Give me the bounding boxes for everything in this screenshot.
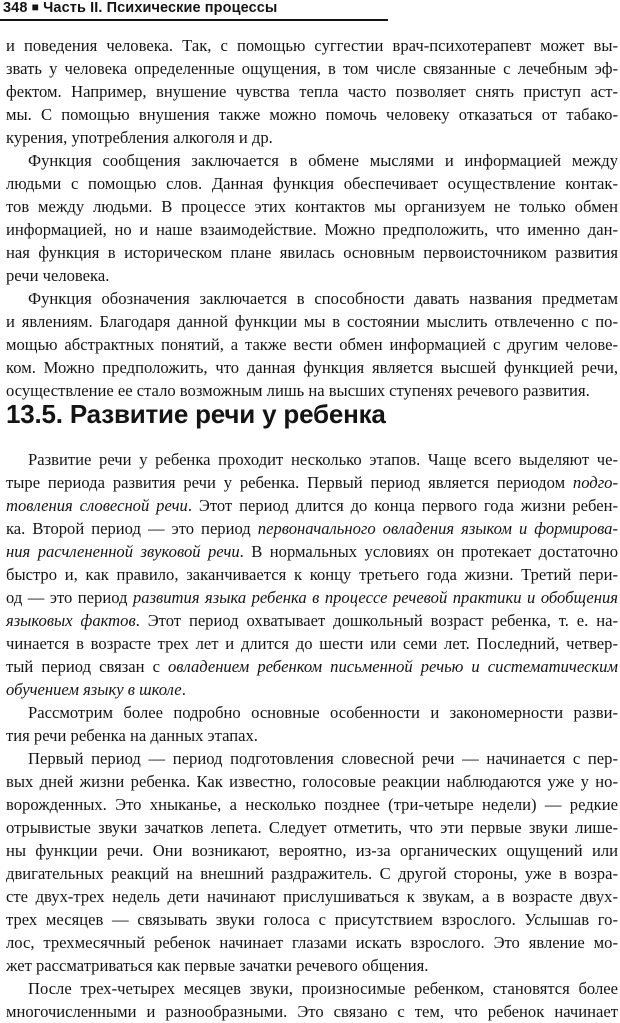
text-line [6, 862, 618, 885]
text-line [6, 563, 618, 586]
italic-term: обучением языку в школе [6, 680, 182, 699]
text-segment: Рассмотрим более подробно основные особенности и закономерности разви- [28, 703, 618, 722]
text-line [6, 885, 618, 908]
text-line [6, 103, 618, 126]
text-segment: лос, трехмесячный ребенок начинает глазами искать взрослого. Это явление мо- [6, 933, 618, 952]
text-segment: Развитие речи у ребенка проходит несколько этапов. Чаще всего выделяют че- [28, 450, 618, 469]
text-segment: мы. С помощью внушения также можно помочь человеку отказаться от табако- [6, 105, 618, 124]
text-line [6, 149, 618, 172]
text-line [6, 655, 618, 678]
text-segment: сте двух-трех недель дети начинают прислушиваться к звукам, а в возрасте двух- [6, 887, 618, 906]
italic-term: ния расчлененной звуковой речи [6, 542, 240, 561]
text-segment: людьми с помощью слов. Данная функция обеспечивает осуществление контак- [6, 174, 618, 193]
header-bullet: ■ [31, 0, 39, 14]
text-segment: информацией, но и наше взаимодействие. Можно предположить, что именно дан- [6, 220, 618, 239]
text-segment: отрывистые звуки зачатков лепета. Следует отметить, что эти первые звуки лише- [6, 818, 618, 837]
text-segment: . В нормальных условиях он протекает достаточно [239, 542, 618, 561]
text-line [6, 195, 618, 218]
text-line [6, 839, 618, 862]
text-segment: ная функция в историческом плане явилась основным первоисточником развития [6, 243, 618, 262]
text-line [6, 172, 618, 195]
paragraphs-before-section [6, 34, 618, 402]
text-segment: звать у человека определенные ощущения, в том числе связанные с лечебным эф- [6, 59, 618, 78]
header-text [3, 0, 277, 16]
text-line [6, 494, 618, 517]
text-segment: многочисленными и разнообразными. Это связано с тем, что ребенок начинает [6, 1002, 618, 1021]
text-segment: После трех-четырех месяцев звуки, произносимые ребенком, становятся более [28, 979, 618, 998]
section-paragraphs [6, 448, 618, 1023]
text-segment: од — это период [6, 588, 133, 607]
text-line [6, 264, 618, 287]
text-segment: чинается в возрасте трех лет и длится до шести или семи лет. Последний, четвер- [6, 634, 618, 653]
text-line [6, 816, 618, 839]
italic-term: подго- [572, 473, 618, 492]
text-segment: Первый период — период подготовления словесной речи — начинается с пер- [28, 749, 618, 768]
text-segment: быстро и, как правило, заканчивается к концу третьего года жизни. Третий пери- [6, 565, 618, 584]
text-line [6, 471, 618, 494]
italic-term: товления словесной речи [6, 496, 188, 515]
text-line [6, 218, 618, 241]
text-line [6, 57, 618, 80]
text-line [6, 977, 618, 1000]
running-title: Часть II. Психические процессы [43, 0, 278, 16]
text-line [6, 356, 618, 379]
text-line [6, 954, 618, 977]
text-line [6, 701, 618, 724]
text-segment: и явлениям. Благодаря данной функции мы в состоянии мыслить отвлеченно с по- [6, 312, 618, 331]
text-segment: двигательных реакций на внешний раздражитель. С другой стороны, уже в возра- [6, 864, 618, 883]
text-segment: фектом. Например, внушение чувства тепла часто позволяет снять приступ аст- [6, 82, 618, 101]
header-rule [0, 19, 388, 21]
text-segment: вых дней жизни ребенка. Как известно, голосовые реакции наблюдаются уже у но- [6, 772, 618, 791]
text-segment: курения, употребления алкоголя и др. [6, 128, 273, 147]
text-segment: . Этот период охватывает дошкольный возраст ребенка, т. е. на- [135, 611, 618, 630]
text-line [6, 287, 618, 310]
text-segment: ком. Можно предположить, что данная функция является высшей функцией речи, [6, 358, 618, 377]
text-segment: тия речи ребенка на данных этапах. [6, 726, 258, 745]
text-segment: жет рассматриваться как первые зачатки речевого общения. [6, 956, 429, 975]
running-header [0, 0, 400, 22]
text-line [6, 448, 618, 471]
text-line [6, 540, 618, 563]
text-line [6, 310, 618, 333]
text-segment: Функция обозначения заключается в способности давать названия предметам [28, 289, 618, 308]
text-line [6, 34, 618, 57]
section-heading: 13.5. Развитие речи у ребенка [6, 399, 386, 429]
text-line [6, 126, 618, 149]
italic-term: первоначального овладения языком и формирова- [257, 519, 619, 538]
text-segment: мощью абстрактных понятий, а также вести обмен информацией с другим челове- [6, 335, 618, 354]
italic-term: языковых фактов [6, 611, 136, 630]
text-segment: Функция сообщения заключается в обмене мыслями и информацией между [28, 151, 618, 170]
text-line [6, 586, 618, 609]
text-segment: ка. Второй период — это период [6, 519, 258, 538]
page-number: 348 [3, 0, 28, 16]
text-segment: осуществление ее стало возможным лишь на высших ступенях речевого развития. [6, 381, 590, 400]
text-segment: . [181, 680, 186, 699]
text-segment: ворожденных. Это хныканье, а несколько позднее (три-четыре недели) — редкие [6, 795, 618, 814]
text-line [6, 632, 618, 655]
text-line [6, 517, 618, 540]
text-line [6, 609, 618, 632]
text-line [6, 333, 618, 356]
text-line [6, 80, 618, 103]
text-segment: и поведения человека. Так, с помощью суггестии врач-психотерапевт может вы- [6, 36, 618, 55]
text-line [6, 724, 618, 747]
text-line [6, 793, 618, 816]
text-segment: трех месяцев — связывать звуки голоса с присутствием взрослого. Услышав го- [6, 910, 618, 929]
text-segment: тов между людьми. В процессе этих контактов мы организуем не только обмен [6, 197, 618, 216]
italic-term: развития языка ребенка в процессе речевой практики и обобщения [132, 588, 618, 607]
text-line [6, 1000, 618, 1023]
text-line [6, 908, 618, 931]
text-line [6, 678, 618, 701]
text-segment: тый период связан с [6, 657, 168, 676]
text-segment: ны функции речи. Они возникают, вероятно, из-за органических ощущений или [6, 841, 618, 860]
text-line [6, 770, 618, 793]
italic-term: овладением ребенком письменной речью и систематическим [168, 657, 618, 676]
text-segment: речи человека. [6, 266, 110, 285]
text-line [6, 241, 618, 264]
text-line [6, 747, 618, 770]
text-segment: тыре периода развития речи у ребенка. Первый период является периодом [6, 473, 573, 492]
text-segment: . Этот период длится до конца первого года жизни ребен- [187, 496, 618, 515]
